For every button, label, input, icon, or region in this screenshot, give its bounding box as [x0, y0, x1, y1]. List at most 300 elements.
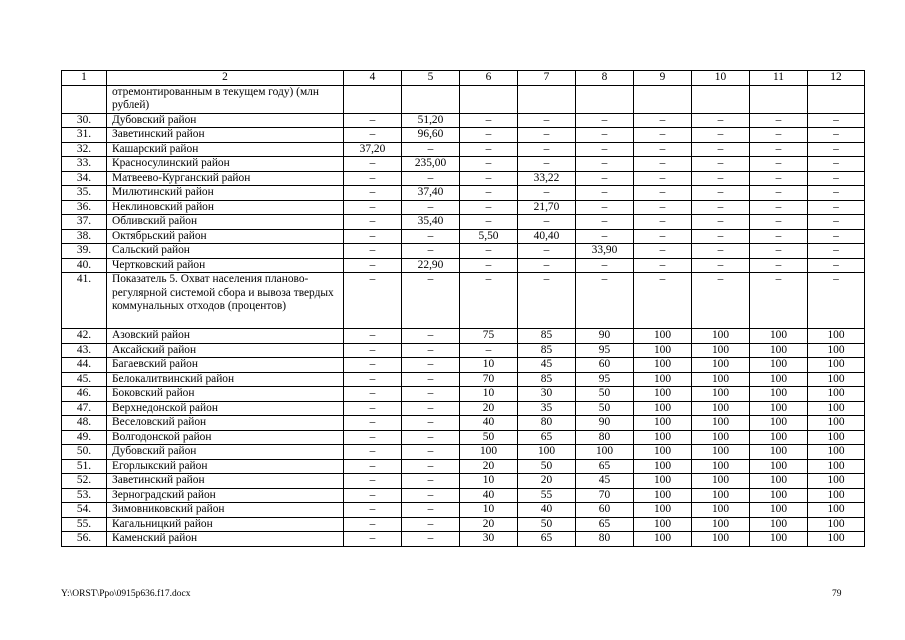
row-number-cell: 45. [62, 372, 107, 387]
value-cell: – [576, 229, 634, 244]
value-cell: – [576, 273, 634, 329]
value-cell: – [634, 157, 692, 172]
value-cell [518, 85, 576, 113]
value-cell: – [750, 186, 808, 201]
value-cell: 100 [750, 401, 808, 416]
value-cell: 100 [750, 532, 808, 547]
value-cell: 100 [808, 430, 865, 445]
value-cell: – [634, 200, 692, 215]
value-cell: 100 [750, 517, 808, 532]
value-cell: – [634, 229, 692, 244]
value-cell: 100 [750, 430, 808, 445]
row-number-cell: 36. [62, 200, 107, 215]
district-name-cell: Зимовниковский район [107, 503, 344, 518]
value-cell: – [692, 200, 750, 215]
value-cell: 96,60 [402, 128, 460, 143]
value-cell: – [576, 215, 634, 230]
value-cell: – [808, 244, 865, 259]
value-cell: – [402, 142, 460, 157]
value-cell: 22,90 [402, 258, 460, 273]
value-cell: – [808, 258, 865, 273]
value-cell: – [750, 200, 808, 215]
value-cell: 100 [692, 358, 750, 373]
row-number-cell: 34. [62, 171, 107, 186]
value-cell: 40,40 [518, 229, 576, 244]
value-cell: 70 [576, 488, 634, 503]
value-cell: – [692, 273, 750, 329]
value-cell: – [402, 387, 460, 402]
header-cell: 12 [808, 71, 865, 86]
header-cell: 6 [460, 71, 518, 86]
value-cell: 75 [460, 329, 518, 344]
table-row [62, 215, 865, 230]
value-cell: 100 [634, 445, 692, 460]
table-row [62, 358, 865, 373]
row-number-cell: 55. [62, 517, 107, 532]
row-number-cell: 41. [62, 273, 107, 329]
value-cell: 100 [808, 459, 865, 474]
value-cell: 90 [576, 416, 634, 431]
value-cell: – [808, 128, 865, 143]
value-cell: 10 [460, 387, 518, 402]
value-cell: 100 [634, 459, 692, 474]
value-cell: 30 [460, 532, 518, 547]
value-cell: 100 [634, 358, 692, 373]
value-cell: 50 [518, 459, 576, 474]
value-cell: – [344, 171, 402, 186]
value-cell: 35,40 [402, 215, 460, 230]
value-cell: 100 [808, 503, 865, 518]
value-cell: – [808, 171, 865, 186]
value-cell: – [634, 171, 692, 186]
value-cell: – [344, 517, 402, 532]
value-cell: 100 [750, 343, 808, 358]
row-number-cell: 32. [62, 142, 107, 157]
row-number-cell: 39. [62, 244, 107, 259]
table-row [62, 372, 865, 387]
value-cell: 90 [576, 329, 634, 344]
row-number-cell: 53. [62, 488, 107, 503]
value-cell: 100 [808, 445, 865, 460]
row-number-cell: 46. [62, 387, 107, 402]
value-cell: – [634, 244, 692, 259]
value-cell: – [402, 372, 460, 387]
value-cell [750, 85, 808, 113]
table-body [62, 71, 865, 547]
value-cell: – [576, 113, 634, 128]
table-row [62, 186, 865, 201]
table-row [62, 258, 865, 273]
value-cell: 100 [750, 416, 808, 431]
value-cell: 100 [808, 488, 865, 503]
header-cell: 2 [107, 71, 344, 86]
value-cell: 10 [460, 474, 518, 489]
value-cell: 100 [634, 430, 692, 445]
value-cell: – [692, 229, 750, 244]
value-cell: 100 [634, 343, 692, 358]
value-cell: 100 [692, 503, 750, 518]
table-row [62, 517, 865, 532]
value-cell: – [576, 186, 634, 201]
value-cell: – [460, 215, 518, 230]
indicator-table [61, 70, 865, 547]
value-cell: 20 [460, 459, 518, 474]
value-cell: 100 [808, 358, 865, 373]
value-cell: – [634, 258, 692, 273]
value-cell: – [808, 113, 865, 128]
value-cell: – [576, 171, 634, 186]
value-cell: 100 [808, 401, 865, 416]
header-cell: 11 [750, 71, 808, 86]
value-cell: 10 [460, 358, 518, 373]
value-cell: – [750, 128, 808, 143]
value-cell: – [402, 488, 460, 503]
value-cell: – [344, 113, 402, 128]
value-cell: – [692, 128, 750, 143]
value-cell: 100 [750, 358, 808, 373]
value-cell: – [344, 372, 402, 387]
value-cell: – [576, 128, 634, 143]
value-cell: – [402, 171, 460, 186]
value-cell: – [402, 445, 460, 460]
value-cell: – [402, 273, 460, 329]
value-cell: 30 [518, 387, 576, 402]
value-cell: 100 [692, 445, 750, 460]
value-cell: 100 [692, 517, 750, 532]
district-name-cell: Боковский район [107, 387, 344, 402]
value-cell: – [344, 343, 402, 358]
district-name-cell: Дубовский район [107, 445, 344, 460]
value-cell: – [518, 142, 576, 157]
row-number-cell: 44. [62, 358, 107, 373]
value-cell: 100 [808, 474, 865, 489]
table-row [62, 229, 865, 244]
value-cell: – [634, 113, 692, 128]
table-row [62, 273, 865, 329]
row-number-cell: 43. [62, 343, 107, 358]
value-cell: 100 [750, 387, 808, 402]
value-cell: – [518, 157, 576, 172]
value-cell: 35 [518, 401, 576, 416]
value-cell: 100 [808, 517, 865, 532]
value-cell: 100 [634, 387, 692, 402]
table-row [62, 445, 865, 460]
value-cell: 85 [518, 343, 576, 358]
value-cell: 100 [808, 343, 865, 358]
value-cell: 100 [692, 532, 750, 547]
table-row [62, 343, 865, 358]
district-name-cell: Кашарский район [107, 142, 344, 157]
value-cell: – [460, 244, 518, 259]
value-cell: 60 [576, 358, 634, 373]
value-cell: 33,90 [576, 244, 634, 259]
header-cell: 8 [576, 71, 634, 86]
value-cell: 100 [808, 387, 865, 402]
value-cell [344, 85, 402, 113]
value-cell: – [344, 503, 402, 518]
value-cell: 100 [750, 329, 808, 344]
table-row [62, 113, 865, 128]
row-number-cell: 52. [62, 474, 107, 489]
value-cell: 100 [750, 445, 808, 460]
value-cell: 40 [518, 503, 576, 518]
value-cell: 100 [634, 488, 692, 503]
row-number-cell: 48. [62, 416, 107, 431]
district-name-cell: Каменский район [107, 532, 344, 547]
header-cell: 9 [634, 71, 692, 86]
value-cell: – [460, 343, 518, 358]
district-name-cell: Веселовский район [107, 416, 344, 431]
value-cell: 100 [692, 459, 750, 474]
value-cell: 5,50 [460, 229, 518, 244]
value-cell: 40 [460, 488, 518, 503]
value-cell: 100 [634, 517, 692, 532]
value-cell: – [750, 244, 808, 259]
value-cell: 100 [808, 416, 865, 431]
value-cell: 100 [750, 474, 808, 489]
value-cell: 95 [576, 372, 634, 387]
value-cell: – [344, 459, 402, 474]
value-cell: – [402, 503, 460, 518]
district-name-cell: Волгодонской район [107, 430, 344, 445]
value-cell: 33,22 [518, 171, 576, 186]
value-cell: 100 [692, 474, 750, 489]
table-row [62, 430, 865, 445]
header-cell: 4 [344, 71, 402, 86]
value-cell: – [460, 128, 518, 143]
value-cell: – [808, 229, 865, 244]
value-cell: 100 [692, 430, 750, 445]
value-cell: 50 [518, 517, 576, 532]
value-cell: 45 [576, 474, 634, 489]
footer-file-path: Y:\ORST\Ppo\0915p636.f17.docx [61, 589, 191, 599]
district-name-cell: Егорлыкский район [107, 459, 344, 474]
value-cell: – [460, 157, 518, 172]
district-name-cell: Чертковский район [107, 258, 344, 273]
row-number-cell: 51. [62, 459, 107, 474]
value-cell: – [750, 142, 808, 157]
value-cell: – [344, 387, 402, 402]
header-cell: 1 [62, 71, 107, 86]
value-cell: – [808, 186, 865, 201]
district-name-cell: Показатель 5. Охват населения планово-регулярной системой сбора и вывоза твердых коммунальных отходов (процентов) [107, 273, 344, 329]
value-cell: 100 [750, 503, 808, 518]
value-cell: 80 [576, 430, 634, 445]
district-name-cell: Багаевский район [107, 358, 344, 373]
value-cell: 60 [576, 503, 634, 518]
value-cell [576, 85, 634, 113]
value-cell: 37,20 [344, 142, 402, 157]
row-number-cell: 56. [62, 532, 107, 547]
value-cell: – [750, 215, 808, 230]
value-cell: – [402, 474, 460, 489]
value-cell: 100 [634, 401, 692, 416]
table-row [62, 474, 865, 489]
value-cell: – [576, 142, 634, 157]
value-cell: 20 [460, 401, 518, 416]
value-cell: – [344, 532, 402, 547]
value-cell: 51,20 [402, 113, 460, 128]
value-cell: – [518, 215, 576, 230]
value-cell: 100 [634, 503, 692, 518]
district-name-cell: Обливский район [107, 215, 344, 230]
value-cell: 100 [634, 372, 692, 387]
value-cell: – [808, 215, 865, 230]
value-cell: – [402, 459, 460, 474]
value-cell: – [344, 229, 402, 244]
table-row [62, 142, 865, 157]
row-number-cell: 50. [62, 445, 107, 460]
district-name-cell: Сальский район [107, 244, 344, 259]
district-name-cell: Октябрьский район [107, 229, 344, 244]
value-cell: – [808, 142, 865, 157]
value-cell: – [402, 343, 460, 358]
value-cell: 95 [576, 343, 634, 358]
value-cell: – [344, 273, 402, 329]
value-cell: – [460, 142, 518, 157]
table-row [62, 329, 865, 344]
value-cell: – [576, 157, 634, 172]
table-row [62, 401, 865, 416]
value-cell: – [518, 113, 576, 128]
value-cell: – [460, 186, 518, 201]
value-cell: – [576, 200, 634, 215]
value-cell: 100 [634, 532, 692, 547]
value-cell: 100 [808, 372, 865, 387]
value-cell: 100 [634, 416, 692, 431]
table-row [62, 200, 865, 215]
value-cell: 100 [692, 488, 750, 503]
value-cell: – [750, 113, 808, 128]
value-cell: – [402, 229, 460, 244]
value-cell: 20 [518, 474, 576, 489]
row-number-cell: 38. [62, 229, 107, 244]
district-name-cell: Верхнедонской район [107, 401, 344, 416]
value-cell: – [460, 273, 518, 329]
value-cell: – [692, 157, 750, 172]
district-name-cell: Азовский район [107, 329, 344, 344]
value-cell: 65 [518, 430, 576, 445]
footer-page-number: 79 [832, 589, 842, 599]
value-cell: – [808, 200, 865, 215]
district-name-cell: отремонтированным в текущем году) (млн рублей) [107, 85, 344, 113]
value-cell: 55 [518, 488, 576, 503]
table-row [62, 128, 865, 143]
value-cell: 80 [576, 532, 634, 547]
value-cell: – [634, 273, 692, 329]
district-name-cell: Милютинский район [107, 186, 344, 201]
value-cell: – [808, 157, 865, 172]
value-cell: – [344, 445, 402, 460]
value-cell: – [634, 142, 692, 157]
value-cell: 100 [750, 488, 808, 503]
value-cell: – [344, 488, 402, 503]
value-cell: 100 [692, 329, 750, 344]
value-cell: – [750, 157, 808, 172]
district-name-cell: Дубовский район [107, 113, 344, 128]
row-number-cell: 31. [62, 128, 107, 143]
row-number-cell: 40. [62, 258, 107, 273]
header-cell: 7 [518, 71, 576, 86]
value-cell: – [460, 171, 518, 186]
value-cell: 50 [460, 430, 518, 445]
table-row [62, 503, 865, 518]
value-cell: 100 [750, 372, 808, 387]
row-number-cell: 49. [62, 430, 107, 445]
value-cell: – [634, 215, 692, 230]
value-cell: – [344, 244, 402, 259]
table-row [62, 85, 865, 113]
row-number-cell: 37. [62, 215, 107, 230]
value-cell: – [460, 258, 518, 273]
value-cell: 85 [518, 329, 576, 344]
district-name-cell: Кагальницкий район [107, 517, 344, 532]
header-row [62, 71, 865, 86]
value-cell: 20 [460, 517, 518, 532]
value-cell: – [634, 186, 692, 201]
table-row [62, 171, 865, 186]
value-cell: – [460, 113, 518, 128]
value-cell: – [344, 157, 402, 172]
value-cell: – [344, 200, 402, 215]
value-cell [808, 85, 865, 113]
value-cell: 100 [692, 372, 750, 387]
value-cell: – [576, 258, 634, 273]
value-cell: – [402, 200, 460, 215]
value-cell: – [344, 186, 402, 201]
value-cell: – [402, 244, 460, 259]
value-cell: – [344, 329, 402, 344]
table-row [62, 459, 865, 474]
value-cell: – [344, 258, 402, 273]
value-cell: – [518, 128, 576, 143]
table-row [62, 157, 865, 172]
value-cell: – [518, 258, 576, 273]
value-cell: 100 [692, 416, 750, 431]
value-cell: – [692, 142, 750, 157]
value-cell: 40 [460, 416, 518, 431]
value-cell [402, 85, 460, 113]
value-cell: 65 [518, 532, 576, 547]
value-cell: 100 [634, 329, 692, 344]
value-cell: 50 [576, 401, 634, 416]
district-name-cell: Зерноградский район [107, 488, 344, 503]
row-number-cell [62, 85, 107, 113]
table-row [62, 244, 865, 259]
district-name-cell: Неклиновский район [107, 200, 344, 215]
value-cell: – [750, 258, 808, 273]
value-cell: – [402, 358, 460, 373]
row-number-cell: 35. [62, 186, 107, 201]
value-cell: 21,70 [518, 200, 576, 215]
table-row [62, 387, 865, 402]
value-cell: – [518, 244, 576, 259]
district-name-cell: Аксайский район [107, 343, 344, 358]
row-number-cell: 33. [62, 157, 107, 172]
value-cell: – [750, 229, 808, 244]
value-cell: – [692, 244, 750, 259]
value-cell [460, 85, 518, 113]
value-cell: – [692, 258, 750, 273]
value-cell: – [692, 215, 750, 230]
value-cell: – [692, 186, 750, 201]
value-cell: 100 [808, 532, 865, 547]
value-cell: 100 [518, 445, 576, 460]
table-row [62, 416, 865, 431]
value-cell: 65 [576, 459, 634, 474]
row-number-cell: 30. [62, 113, 107, 128]
district-name-cell: Заветинский район [107, 128, 344, 143]
